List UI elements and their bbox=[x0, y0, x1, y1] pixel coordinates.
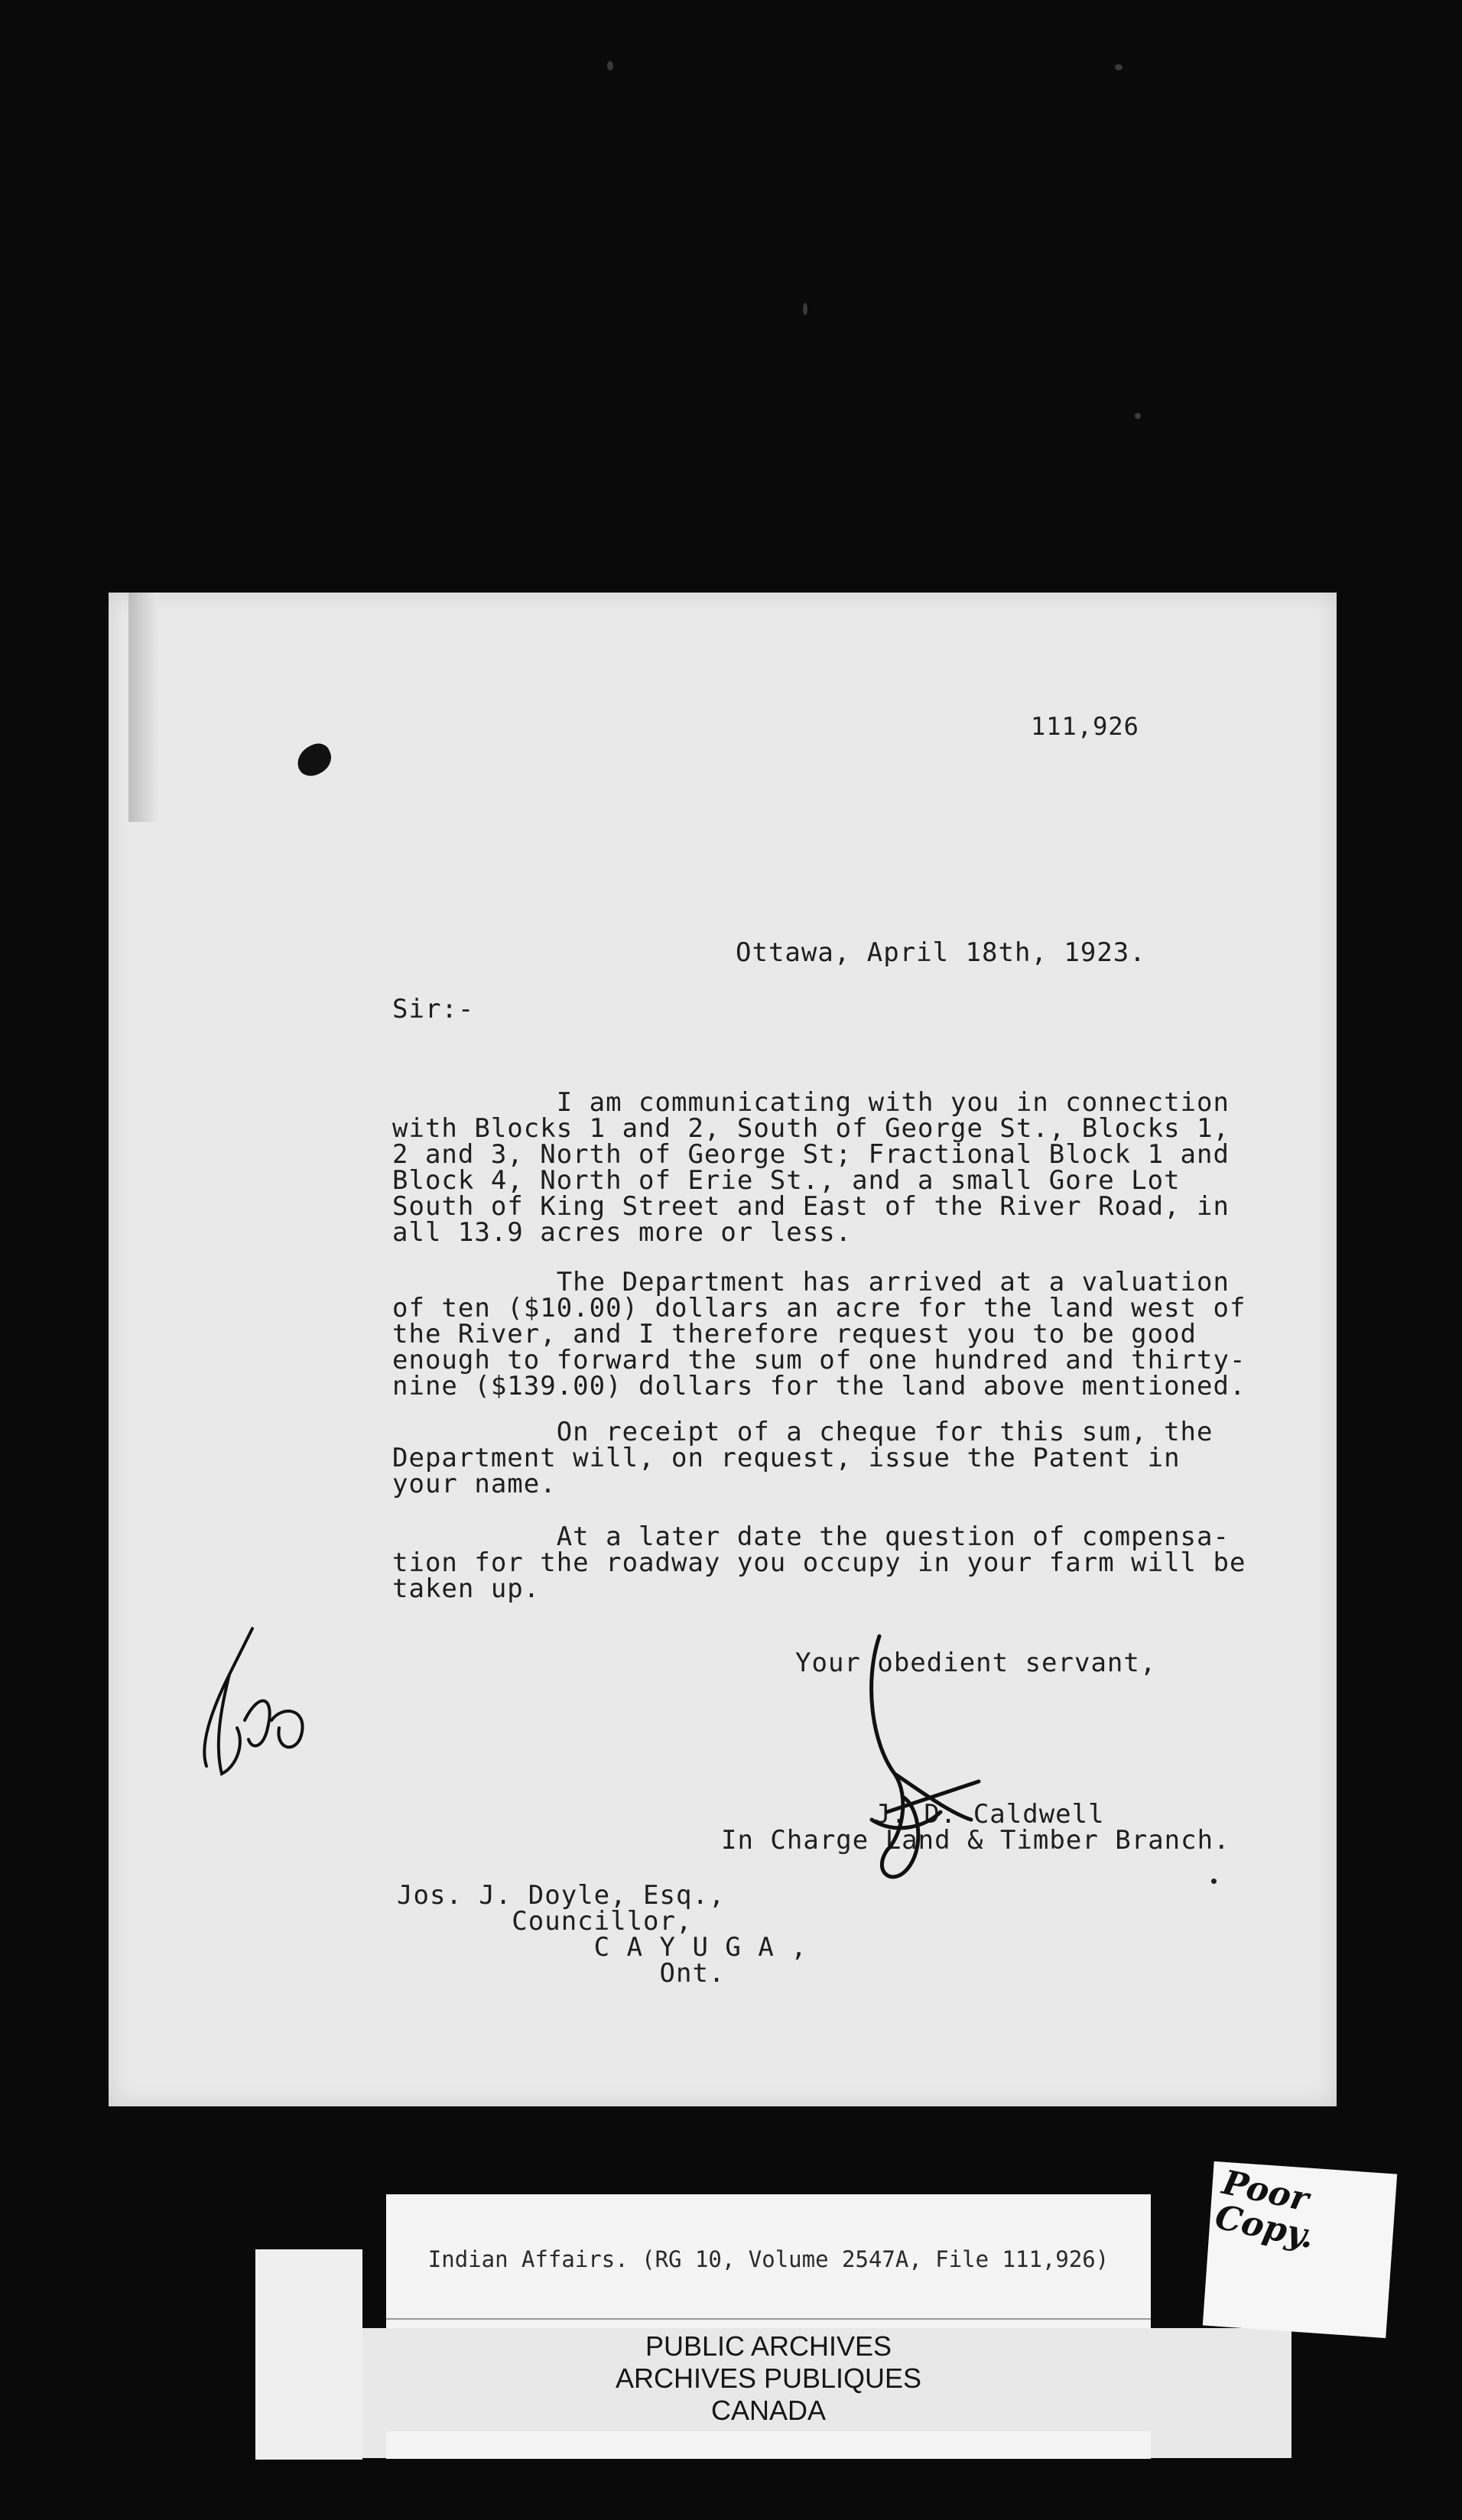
body-paragraph-2: The Department has arrived at a valuation of ten ($10.00) dollars an acre for the land west of the River, and I therefore request you to be good enough to forward the sum of one hundred and thirty- nine ($139.00) dollars for the land above mentioned. bbox=[392, 1267, 1246, 1401]
film-speck bbox=[607, 61, 613, 70]
handwritten-initials bbox=[191, 1613, 314, 1789]
body-paragraph-3: On receipt of a cheque for this sum, the Department will, on request, issue the Patent in your name. bbox=[392, 1417, 1213, 1499]
file-number: 111,926 bbox=[1031, 712, 1139, 741]
archive-reference: Indian Affairs. (RG 10, Volume 2547A, File 111,926) bbox=[427, 2246, 1109, 2272]
film-speck bbox=[1135, 413, 1141, 419]
date-line: Ottawa, April 18th, 1923. bbox=[736, 937, 1146, 968]
paper-fold-shadow bbox=[128, 593, 159, 822]
archive-label-divider bbox=[386, 2318, 1151, 2320]
ink-dot bbox=[1211, 1879, 1217, 1884]
archive-label-bottom bbox=[386, 2431, 1151, 2459]
archive-stamp bbox=[386, 2330, 1151, 2427]
archive-label-tab bbox=[255, 2249, 362, 2460]
closing-line: Your obedient servant, bbox=[795, 1648, 1157, 1678]
recipient-address: Jos. J. Doyle, Esq., Councillor, C A Y U G A , Ont. bbox=[397, 1880, 807, 1989]
salutation: Sir:- bbox=[392, 994, 475, 1025]
archive-line-2: ARCHIVES PUBLIQUES bbox=[615, 2362, 922, 2394]
archive-line-1: PUBLIC ARCHIVES bbox=[645, 2330, 892, 2362]
signatory-name: J. D. Caldwell bbox=[875, 1799, 1105, 1830]
film-speck bbox=[803, 303, 807, 315]
poor-copy-note: Poor Copy. bbox=[1211, 2163, 1318, 2257]
body-paragraph-4: At a later date the question of compensa- tion for the roadway you occupy in your farm will be taken up. bbox=[392, 1521, 1246, 1604]
archive-line-3: CANADA bbox=[710, 2395, 827, 2426]
body-paragraph-1: I am communicating with you in connection with Blocks 1 and 2, South of George St., Blocks 1, 2 and 3, North of George St; Fractional Block 1 and Block 4, North of Erie St., and a small Gore Lot South of King Street and East of the River Road, in all 13.9 acres more or less. bbox=[392, 1087, 1230, 1248]
film-speck bbox=[1115, 64, 1122, 70]
signatory-title: In Charge Land & Timber Branch. bbox=[721, 1825, 1230, 1856]
handwritten-signature bbox=[849, 1621, 986, 1896]
